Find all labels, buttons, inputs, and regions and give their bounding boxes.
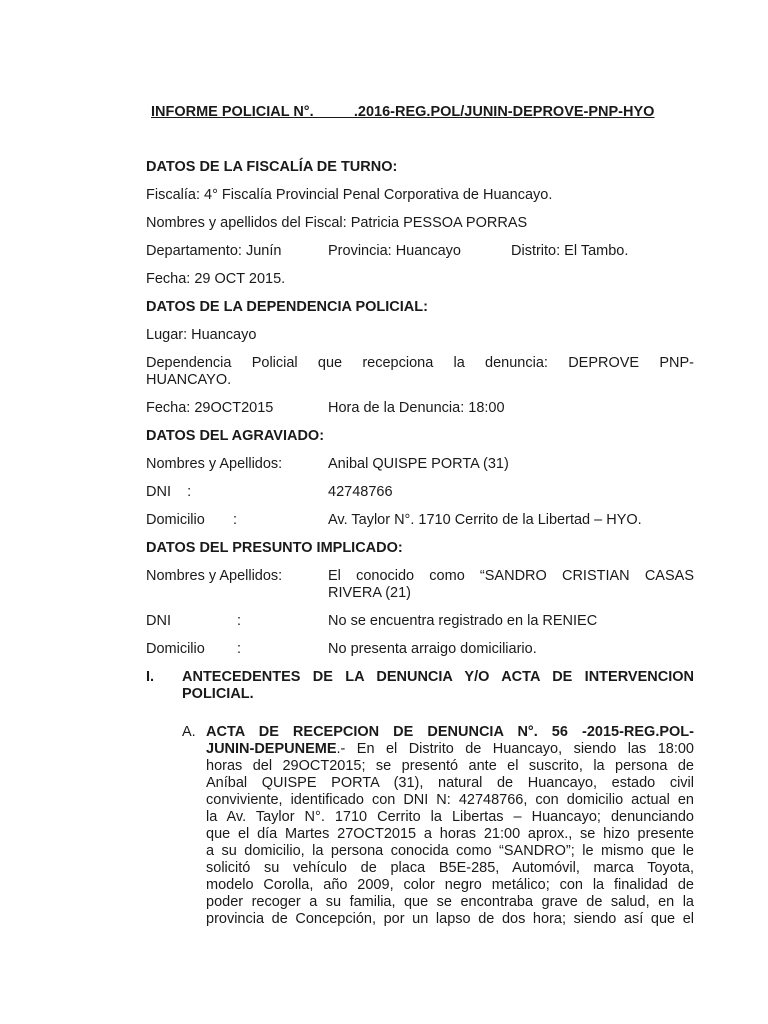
agraviado-domicilio-value: Av. Taylor N°. 1710 Cerrito de la Libertad – HYO.	[328, 512, 642, 528]
subsection-a-text-line: modelo Corolla, año 2009, color negro metálico; con la finalidad de	[206, 877, 694, 893]
subsection-a-text-line: a su domicilio, la persona conocida como “SANDRO”; le mismo que le	[206, 843, 694, 859]
section-1-number: I.	[146, 669, 155, 685]
implicado-nombres-line-2: RIVERA (21)	[328, 585, 411, 601]
fiscalia-heading: DATOS DE LA FISCALÍA DE TURNO:	[146, 159, 398, 175]
report-title: INFORME POLICIAL N°. .2016-REG.POL/JUNIN-DEPROVE-PNP-HYO	[151, 104, 655, 120]
distrito: Distrito: El Tambo.	[511, 243, 629, 259]
dependencia-text	[146, 355, 694, 389]
provincia: Provincia: Huancayo	[328, 243, 461, 259]
implicado-domicilio-value: No presenta arraigo domiciliario.	[328, 641, 537, 657]
subsection-a-text-line: la Av. Taylor N°. 1710 Cerrito la Libertas – Huancayo; denunciando	[206, 809, 694, 825]
subsection-a-text-line: provincia de Concepción, por un lapso de dos hora; siendo así que el	[206, 911, 694, 927]
implicado-domicilio-colon: :	[237, 641, 242, 657]
subsection-a-text-line: Aníbal QUISPE PORTA (31), natural de Huancayo, estado civil	[206, 775, 694, 791]
subsection-a-text-line: solicitó su vehículo de placa B5E-285, Automóvil, marca Toyota,	[206, 860, 694, 876]
agraviado-nombres-label: Nombres y Apellidos:	[146, 456, 283, 472]
subsection-a-letter: A.	[182, 724, 196, 740]
agraviado-nombres-value: Anibal QUISPE PORTA (31)	[328, 456, 509, 472]
subsection-a-text-line: conviviente, identificado con DNI N: 42748766, con domicilio actual en	[206, 792, 694, 808]
departamento: Departamento: Junín	[146, 243, 282, 259]
dependencia-line-1: Dependencia Policial que recepciona la denuncia: DEPROVE PNP-	[146, 355, 694, 371]
fiscalia-name: Fiscalía: 4° Fiscalía Provincial Penal Corporativa de Huancayo.	[146, 187, 553, 203]
lugar: Lugar: Huancayo	[146, 327, 257, 343]
section-1-title-line-2: POLICIAL.	[182, 686, 254, 702]
implicado-dni-label: DNI	[146, 613, 171, 629]
section-1-title-line-1: ANTECEDENTES DE LA DENUNCIA Y/O ACTA DE INTERVENCION	[182, 669, 694, 685]
dependencia-heading: DATOS DE LA DEPENDENCIA POLICIAL:	[146, 299, 428, 315]
subsection-a-text-line: que el día Martes 27OCT2015 a horas 21:00 aprox., se hizo presente	[206, 826, 694, 842]
subsection-a-bold-line-2: JUNIN-DEPUNEME	[206, 741, 337, 757]
implicado-nombres-line-1: El conocido como “SANDRO CRISTIAN CASAS	[328, 568, 694, 584]
agraviado-dni-label: DNI :	[146, 484, 192, 500]
subsection-a-bold-line-1: ACTA DE RECEPCION DE DENUNCIA N°. 56 -2015-REG.POL-	[206, 724, 694, 740]
subsection-a-text-line: poder recoger a su familia, que se encontraba grave de salud, en la	[206, 894, 694, 910]
implicado-nombres-value	[328, 568, 694, 602]
implicado-heading: DATOS DEL PRESUNTO IMPLICADO:	[146, 540, 403, 556]
implicado-dni-value: No se encuentra registrado en la RENIEC	[328, 613, 598, 629]
agraviado-domicilio-label: Domicilio :	[146, 512, 238, 528]
subsection-a-line-2-rest: .- En el Distrito de Huancayo, siendo las 18:00	[336, 741, 694, 757]
agraviado-dni-value: 42748766	[328, 484, 393, 500]
fiscalia-fecha: Fecha: 29 OCT 2015.	[146, 271, 286, 287]
subsection-a-line-2	[206, 741, 694, 758]
subsection-a-body	[206, 724, 694, 928]
dependencia-line-2: HUANCAYO.	[146, 372, 232, 388]
section-1-title	[182, 669, 694, 703]
agraviado-heading: DATOS DEL AGRAVIADO:	[146, 428, 325, 444]
implicado-nombres-label: Nombres y Apellidos:	[146, 568, 283, 584]
implicado-dni-colon: :	[237, 613, 242, 629]
implicado-domicilio-label: Domicilio	[146, 641, 205, 657]
dependencia-hora: Hora de la Denuncia: 18:00	[328, 400, 505, 416]
fiscal-name: Nombres y apellidos del Fiscal: Patricia PESSOA PORRAS	[146, 215, 528, 231]
subsection-a-text-line: horas del 29OCT2015; se presentó ante el suscrito, la persona de	[206, 758, 694, 774]
dependencia-fecha: Fecha: 29OCT2015	[146, 400, 274, 416]
